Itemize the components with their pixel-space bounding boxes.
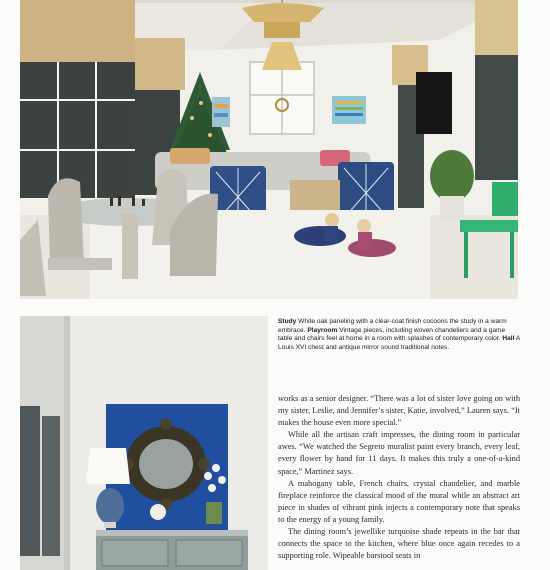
article-paragraph: works as a senior designer. “There was a lot of sister love going on with my sister, Leslie, and Jennifer’s sister, Katie, involved,” Lauren says. “It makes the house even more special.” (278, 394, 520, 428)
playroom-photo-illustration (20, 0, 518, 299)
caption-hall-label: Hall (502, 335, 515, 343)
photo-caption (278, 318, 520, 352)
article-body (278, 393, 520, 562)
playroom-photo (20, 0, 518, 299)
article-paragraph: A mahogany table, French chairs, crystal chandelier, and marble fireplace reinforce the classical mood of the mural while an abstract art piece in shades of vibrant pink injects a contemporary note that speaks to the energy of a young family. (278, 478, 520, 524)
caption-playroom-text: Vintage pieces, including woven chandeliers and a game table and chairs feel at home in a room with splashes of contemporary color. (278, 326, 506, 343)
hall-photo (20, 316, 268, 570)
hall-photo-illustration (20, 316, 268, 570)
article-paragraph: While all the artisan craft impresses, the dining room in particular awes. “We watched the Segreto muralist paint every branch, every leaf, every flower by hand for 11 days. It makes this truly a one-of-a-kind space,” Martinez says. (278, 430, 520, 476)
caption-hall-text: A Louis XVI chest and antique mirror sound traditional notes. (278, 335, 520, 351)
caption-playroom-label: Playroom (307, 326, 338, 334)
caption-study-label: Study (278, 318, 297, 325)
caption-study-text: White oak paneling with a clear-coat finish cocoons the study in a warm embrace. (278, 318, 507, 334)
article-paragraph: The dining room’s jewellike turquoise shade repeats in the bar that connects the space to the kitchen, where blue once again recedes to a supporting role. Wipeable barstool seats in (278, 527, 520, 561)
